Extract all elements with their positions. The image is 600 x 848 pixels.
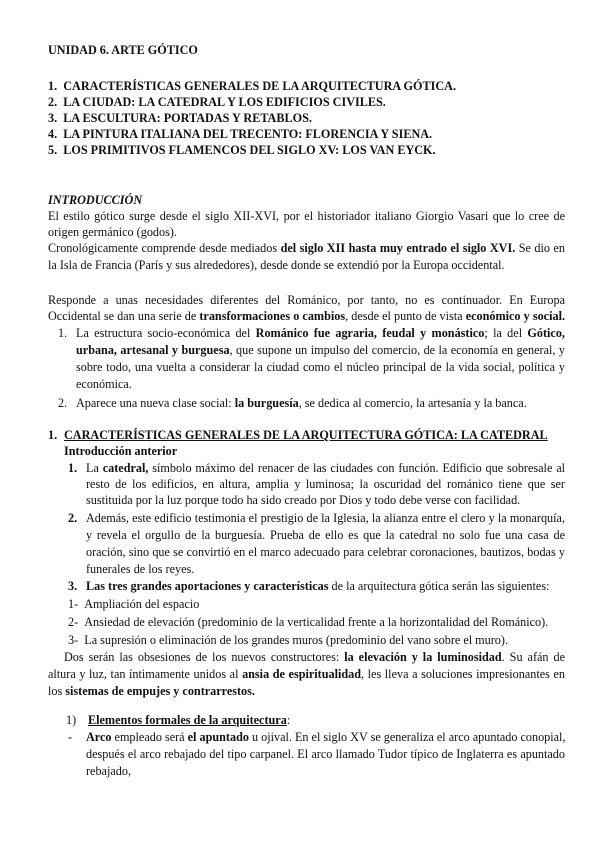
list-item-line: funerales de los reyes.	[86, 562, 195, 576]
list-item-number: 1.	[68, 461, 78, 475]
toc-item: 4. LA PINTURA ITALIANA DEL TRECENTO: FLORENCIA Y SIENA.	[48, 127, 433, 141]
paragraph-line: Dos serán las obsesiones de los nuevos constructores: la elevación y la luminosidad. Su afán de	[64, 650, 565, 664]
paragraph-line: después el arco rebajado del tipo carpanel. El arco llamado Tudor típico de Inglaterra es apuntado	[86, 747, 565, 761]
list-item-line: económica.	[76, 377, 132, 391]
paragraph-line: rebajado,	[86, 764, 132, 778]
list-item-line: Además, este edificio testimonia el prestigio de la Iglesia, la alianza entre el clero y la monarquía,	[86, 511, 565, 525]
list-item-number: 1.	[58, 326, 68, 340]
list-item-line: Aparece una nueva clase social: la burguesía, se dedica al comercio, la artesanía y la banca.	[76, 396, 527, 410]
intro-paragraph-line: la Isla de Francia (París y sus alrededores), desde donde se extendió por la Europa occidental.	[48, 258, 505, 272]
list-item-number: 2.	[68, 511, 78, 525]
list-item-line: urbana, artesanal y burguesa, que supone un impulso del comercio, de la economía en general, y	[76, 343, 565, 357]
list-item-line: sobre todo, una vuelta a considerar la ciudad como el núcleo principal de la vida social, política y	[76, 360, 565, 374]
bullet-dash: -	[68, 730, 73, 744]
list-item-number: 2.	[58, 396, 68, 410]
elements-heading: Elementos formales de la arquitectura:	[88, 713, 291, 727]
intro-paragraph-line: Cronológicamente comprende desde mediados del siglo XII hasta muy entrado el siglo XVI. Se dio en	[48, 241, 565, 255]
section-number: 1.	[48, 428, 58, 442]
list-item-line: oración, sino que se convirtió en el marco adecuado para celebrar coronaciones, bautizos, bodas y	[86, 545, 565, 559]
toc-item: 1. CARACTERÍSTICAS GENERALES DE LA ARQUITECTURA GÓTICA.	[48, 79, 457, 93]
list-item-number: 3.	[68, 579, 78, 593]
sub-item: 1- Ampliación del espacio	[68, 597, 200, 611]
paragraph-line: Arco empleado será el apuntado u ojival. En el siglo XV se generaliza el arco apuntado conopial,	[86, 730, 566, 744]
document-title: UNIDAD 6. ARTE GÓTICO	[48, 43, 198, 57]
toc-item: 3. LA ESCULTURA: PORTADAS Y RETABLOS.	[48, 111, 312, 125]
list-item-line: resto de los edificios, en altura, amplia y luminosa; la oscuridad del románico tiene que ser	[86, 477, 565, 491]
section-subheading: Introducción anterior	[64, 444, 178, 458]
section-heading: CARACTERÍSTICAS GENERALES DE LA ARQUITECTURA GÓTICA: LA CATEDRAL	[64, 428, 548, 442]
sub-item: 2- Ansiedad de elevación (predominio de la verticalidad frente a la horizontalidad del Románico).	[68, 615, 549, 629]
list-item-line: y revela el orgullo de la burguesía. Prueba de ello es que la catedral no solo fue una casa de	[86, 528, 565, 542]
list-item-line: Las tres grandes aportaciones y características de la arquitectura gótica serán las siguientes:	[86, 579, 550, 593]
sub-item: 3- La supresión o eliminación de los grandes muros (predominio del vano sobre el muro).	[68, 633, 509, 647]
intro-paragraph-line: El estilo gótico surge desde el siglo XII-XVI, por el historiador italiano Giorgio Vasari que lo cree de	[48, 209, 565, 223]
paragraph-line: altura y luz, tan íntimamente unidos al ansia de espiritualidad, les lleva a soluciones impresionantes en	[48, 667, 566, 681]
toc-item: 2. LA CIUDAD: LA CATEDRAL Y LOS EDIFICIOS CIVILES.	[48, 95, 386, 109]
intro-paragraph-line: Occidental se dan una serie de transformaciones o cambios, desde el punto de vista económico y social.	[48, 309, 566, 323]
list-item-line: La catedral, símbolo máximo del renacer de las ciudades con función. Edificio que sobresale al	[86, 461, 565, 475]
list-item-line: sustituida por la luz porque todo ha sido creado por Dios y todo debe verse con facilidad.	[86, 493, 521, 507]
intro-heading: INTRODUCCIÓN	[48, 193, 143, 207]
list-item-line: La estructura socio-económica del Románico fue agraria, feudal y monástico; la del Gótico,	[76, 326, 565, 340]
toc-item: 5. LOS PRIMITIVOS FLAMENCOS DEL SIGLO XV: LOS VAN EYCK.	[48, 143, 436, 157]
intro-paragraph-line: Responde a unas necesidades diferentes del Románico, por tanto, no es continuador. En Europa	[48, 293, 565, 307]
intro-paragraph-line: origen germánico (godos).	[48, 225, 177, 239]
elements-number: 1)	[66, 713, 77, 727]
paragraph-line: los sistemas de empujes y contrarrestos.	[48, 684, 255, 698]
